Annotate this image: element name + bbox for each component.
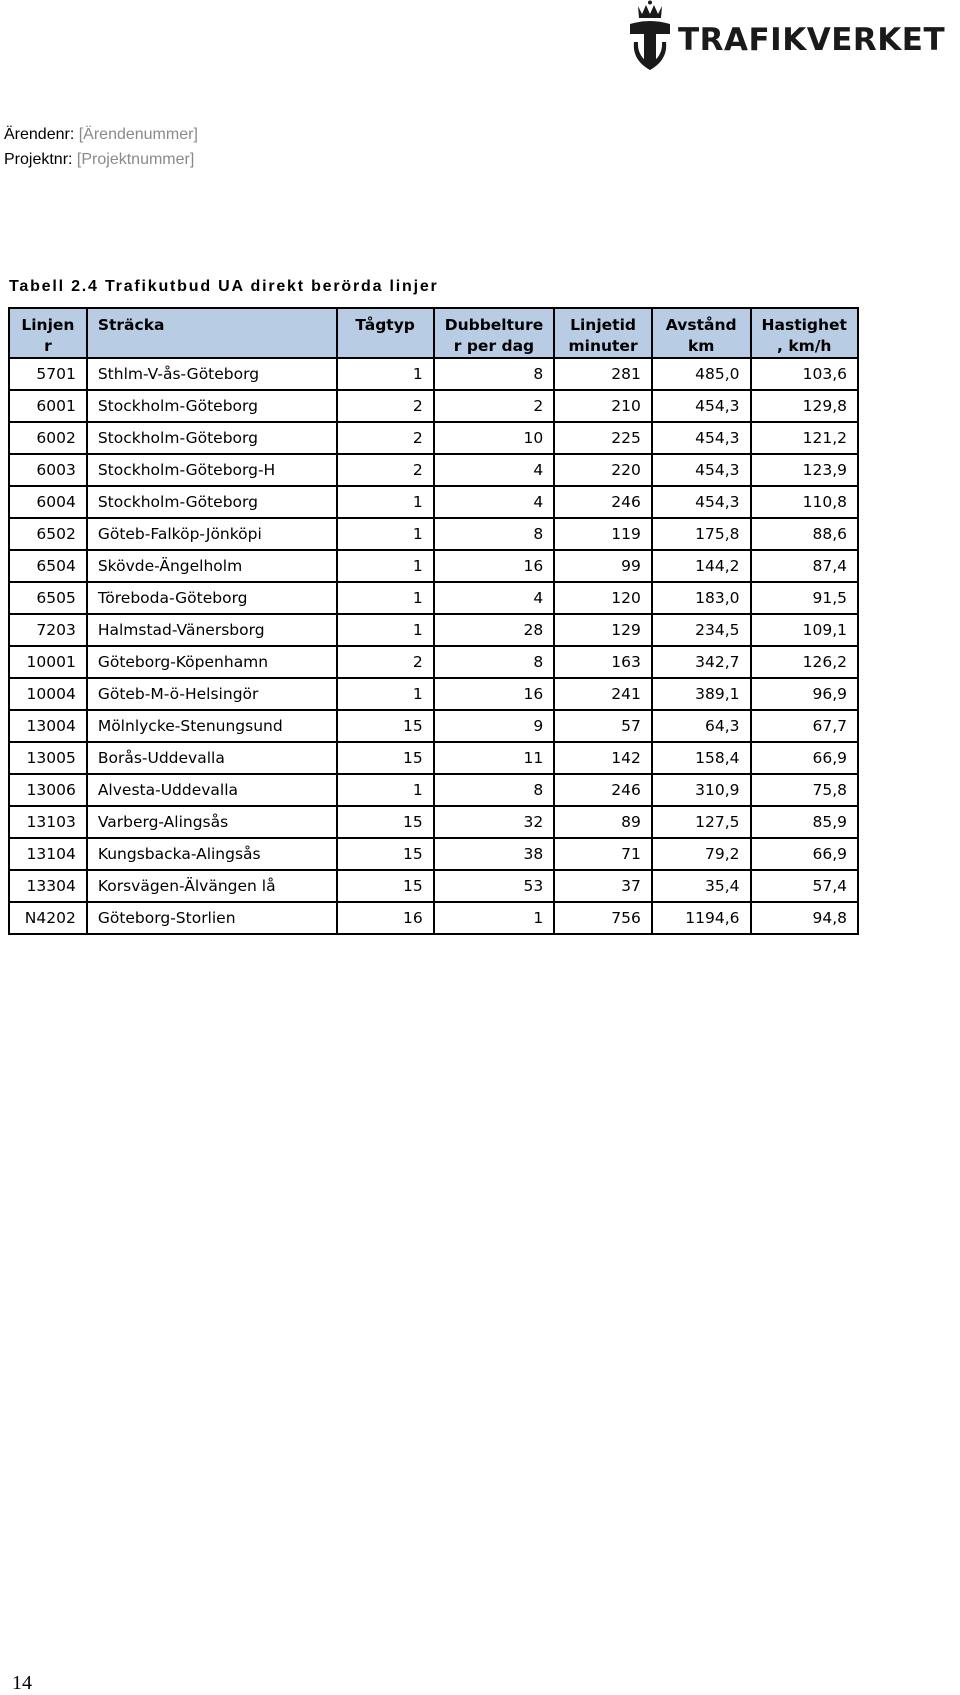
table-cell: Varberg-Alingsås <box>87 806 337 838</box>
table-cell: Kungsbacka-Alingsås <box>87 838 337 870</box>
table-cell: 75,8 <box>751 774 858 806</box>
table-cell: 4 <box>434 582 555 614</box>
table-cell: 6502 <box>9 518 87 550</box>
table-cell: 246 <box>554 774 652 806</box>
table-row <box>9 614 858 646</box>
arende-value: [Ärendenummer] <box>78 126 198 143</box>
table-cell: 123,9 <box>751 454 858 486</box>
table-cell: 1 <box>337 550 434 582</box>
table-cell: 79,2 <box>652 838 751 870</box>
table-cell: 2 <box>337 454 434 486</box>
table-cell: 71 <box>554 838 652 870</box>
table-cell: 1 <box>337 486 434 518</box>
table-cell: 8 <box>434 518 555 550</box>
table-cell: 57 <box>554 710 652 742</box>
table-cell: Skövde-Ängelholm <box>87 550 337 582</box>
table-row <box>9 806 858 838</box>
table-cell: 144,2 <box>652 550 751 582</box>
table-cell: 310,9 <box>652 774 751 806</box>
table-cell: 163 <box>554 646 652 678</box>
table-row <box>9 902 858 934</box>
table-cell: 246 <box>554 486 652 518</box>
table-row <box>9 422 858 454</box>
table-cell: 756 <box>554 902 652 934</box>
table-cell: 120 <box>554 582 652 614</box>
table-cell: 1 <box>434 902 555 934</box>
table-cell: 234,5 <box>652 614 751 646</box>
table-cell: 32 <box>434 806 555 838</box>
header-cell: Linjen r <box>9 308 87 358</box>
table-row <box>9 550 858 582</box>
table-row <box>9 870 858 902</box>
table-row <box>9 678 858 710</box>
table-row <box>9 454 858 486</box>
table-cell: 13004 <box>9 710 87 742</box>
table-row <box>9 486 858 518</box>
table-cell: 99 <box>554 550 652 582</box>
table-cell: 7203 <box>9 614 87 646</box>
table-cell: 6504 <box>9 550 87 582</box>
table-row <box>9 774 858 806</box>
arende-line <box>4 122 198 147</box>
table-caption: Tabell 2.4 Trafikutbud UA direkt berörda linjer <box>9 278 439 295</box>
crown-emblem-icon <box>620 0 680 80</box>
table-cell: Göteborg-Köpenhamn <box>87 646 337 678</box>
table-cell: 57,4 <box>751 870 858 902</box>
table-cell: Halmstad-Vänersborg <box>87 614 337 646</box>
table-cell: 15 <box>337 742 434 774</box>
table-cell: 281 <box>554 358 652 390</box>
table-cell: 454,3 <box>652 422 751 454</box>
table-cell: 454,3 <box>652 390 751 422</box>
lines-table <box>8 307 859 935</box>
table-cell: 16 <box>434 550 555 582</box>
table-cell: 13104 <box>9 838 87 870</box>
table-row <box>9 518 858 550</box>
table-cell: 6004 <box>9 486 87 518</box>
table-cell: 15 <box>337 870 434 902</box>
table-cell: 158,4 <box>652 742 751 774</box>
table-cell: 96,9 <box>751 678 858 710</box>
table-cell: 175,8 <box>652 518 751 550</box>
table-cell: N4202 <box>9 902 87 934</box>
table-cell: Stockholm-Göteborg <box>87 422 337 454</box>
table-cell: 9 <box>434 710 555 742</box>
table-cell: Korsvägen-Älvängen lå <box>87 870 337 902</box>
table-cell: 2 <box>337 390 434 422</box>
projekt-label: Projektnr: <box>4 151 73 168</box>
header-cell: Linjetid minuter <box>554 308 652 358</box>
table-cell: 126,2 <box>751 646 858 678</box>
table-cell: 1 <box>337 678 434 710</box>
table-cell: 66,9 <box>751 742 858 774</box>
header-cell: Sträcka <box>87 308 337 358</box>
table-cell: 8 <box>434 774 555 806</box>
table-cell: 241 <box>554 678 652 710</box>
table-cell: 225 <box>554 422 652 454</box>
table-cell: 10 <box>434 422 555 454</box>
table-cell: Töreboda-Göteborg <box>87 582 337 614</box>
table-cell: 1 <box>337 774 434 806</box>
table-cell: 129 <box>554 614 652 646</box>
table-cell: 119 <box>554 518 652 550</box>
table-cell: 15 <box>337 806 434 838</box>
table-cell: 89 <box>554 806 652 838</box>
table-cell: 454,3 <box>652 454 751 486</box>
table-cell: 183,0 <box>652 582 751 614</box>
table-cell: Stockholm-Göteborg-H <box>87 454 337 486</box>
page-number: 14 <box>12 1672 32 1694</box>
table-cell: 103,6 <box>751 358 858 390</box>
table-row <box>9 646 858 678</box>
table-cell: 389,1 <box>652 678 751 710</box>
table-cell: Göteborg-Storlien <box>87 902 337 934</box>
arende-label: Ärendenr: <box>4 126 75 143</box>
table-cell: 10001 <box>9 646 87 678</box>
table-cell: 16 <box>434 678 555 710</box>
table-cell: 8 <box>434 358 555 390</box>
table-cell: Stockholm-Göteborg <box>87 486 337 518</box>
table-cell: 2 <box>337 422 434 454</box>
table-cell: 129,8 <box>751 390 858 422</box>
table-cell: 1 <box>337 358 434 390</box>
table-cell: 110,8 <box>751 486 858 518</box>
projekt-line <box>4 147 198 172</box>
table-cell: 5701 <box>9 358 87 390</box>
table-cell: 6001 <box>9 390 87 422</box>
table-header-row <box>9 308 858 358</box>
table-cell: Göteb-M-ö-Helsingör <box>87 678 337 710</box>
table-cell: 485,0 <box>652 358 751 390</box>
table-cell: 13103 <box>9 806 87 838</box>
projekt-value: [Projektnummer] <box>76 151 195 168</box>
table-cell: 220 <box>554 454 652 486</box>
table-cell: 142 <box>554 742 652 774</box>
table-row <box>9 838 858 870</box>
document-meta <box>4 122 198 172</box>
table-cell: Stockholm-Göteborg <box>87 390 337 422</box>
table-cell: 6002 <box>9 422 87 454</box>
table-cell: 38 <box>434 838 555 870</box>
table-cell: 2 <box>434 390 555 422</box>
table-cell: 13304 <box>9 870 87 902</box>
table-cell: 87,4 <box>751 550 858 582</box>
table-cell: Mölnlycke-Stenungsund <box>87 710 337 742</box>
table-cell: 15 <box>337 838 434 870</box>
header-cell: Hastighet , km/h <box>751 308 858 358</box>
logo-wordmark: TRAFIKVERKET <box>678 22 946 58</box>
table-cell: 342,7 <box>652 646 751 678</box>
table-cell: 1194,6 <box>652 902 751 934</box>
table-body <box>9 358 858 934</box>
header-cell: Avstånd km <box>652 308 751 358</box>
table-cell: 28 <box>434 614 555 646</box>
table-cell: Alvesta-Uddevalla <box>87 774 337 806</box>
table-cell: Sthlm-V-ås-Göteborg <box>87 358 337 390</box>
table-cell: 35,4 <box>652 870 751 902</box>
table-cell: 1 <box>337 614 434 646</box>
table-cell: 53 <box>434 870 555 902</box>
table-cell: 11 <box>434 742 555 774</box>
table-cell: 13006 <box>9 774 87 806</box>
table-row <box>9 582 858 614</box>
table-row <box>9 742 858 774</box>
table-row <box>9 390 858 422</box>
table-cell: 94,8 <box>751 902 858 934</box>
table-cell: 37 <box>554 870 652 902</box>
table-cell: Borås-Uddevalla <box>87 742 337 774</box>
table-cell: 15 <box>337 710 434 742</box>
table-cell: 10004 <box>9 678 87 710</box>
table-cell: 67,7 <box>751 710 858 742</box>
table-cell: 1 <box>337 582 434 614</box>
table-cell: 6505 <box>9 582 87 614</box>
table-cell: 13005 <box>9 742 87 774</box>
table-cell: 454,3 <box>652 486 751 518</box>
table-cell: 66,9 <box>751 838 858 870</box>
table-cell: 6003 <box>9 454 87 486</box>
table-cell: 64,3 <box>652 710 751 742</box>
table-cell: 127,5 <box>652 806 751 838</box>
trafikverket-logo <box>620 0 960 80</box>
table-cell: 85,9 <box>751 806 858 838</box>
table-row <box>9 710 858 742</box>
table-cell: 109,1 <box>751 614 858 646</box>
header-cell: Tågtyp <box>337 308 434 358</box>
table-cell: 8 <box>434 646 555 678</box>
table-cell: Göteb-Falköp-Jönköpi <box>87 518 337 550</box>
table-cell: 4 <box>434 454 555 486</box>
header-cell: Dubbelture r per dag <box>434 308 555 358</box>
table-row <box>9 358 858 390</box>
table-cell: 121,2 <box>751 422 858 454</box>
table-cell: 2 <box>337 646 434 678</box>
table-cell: 4 <box>434 486 555 518</box>
table-cell: 88,6 <box>751 518 858 550</box>
table-cell: 91,5 <box>751 582 858 614</box>
table-cell: 16 <box>337 902 434 934</box>
table-cell: 1 <box>337 518 434 550</box>
table-cell: 210 <box>554 390 652 422</box>
